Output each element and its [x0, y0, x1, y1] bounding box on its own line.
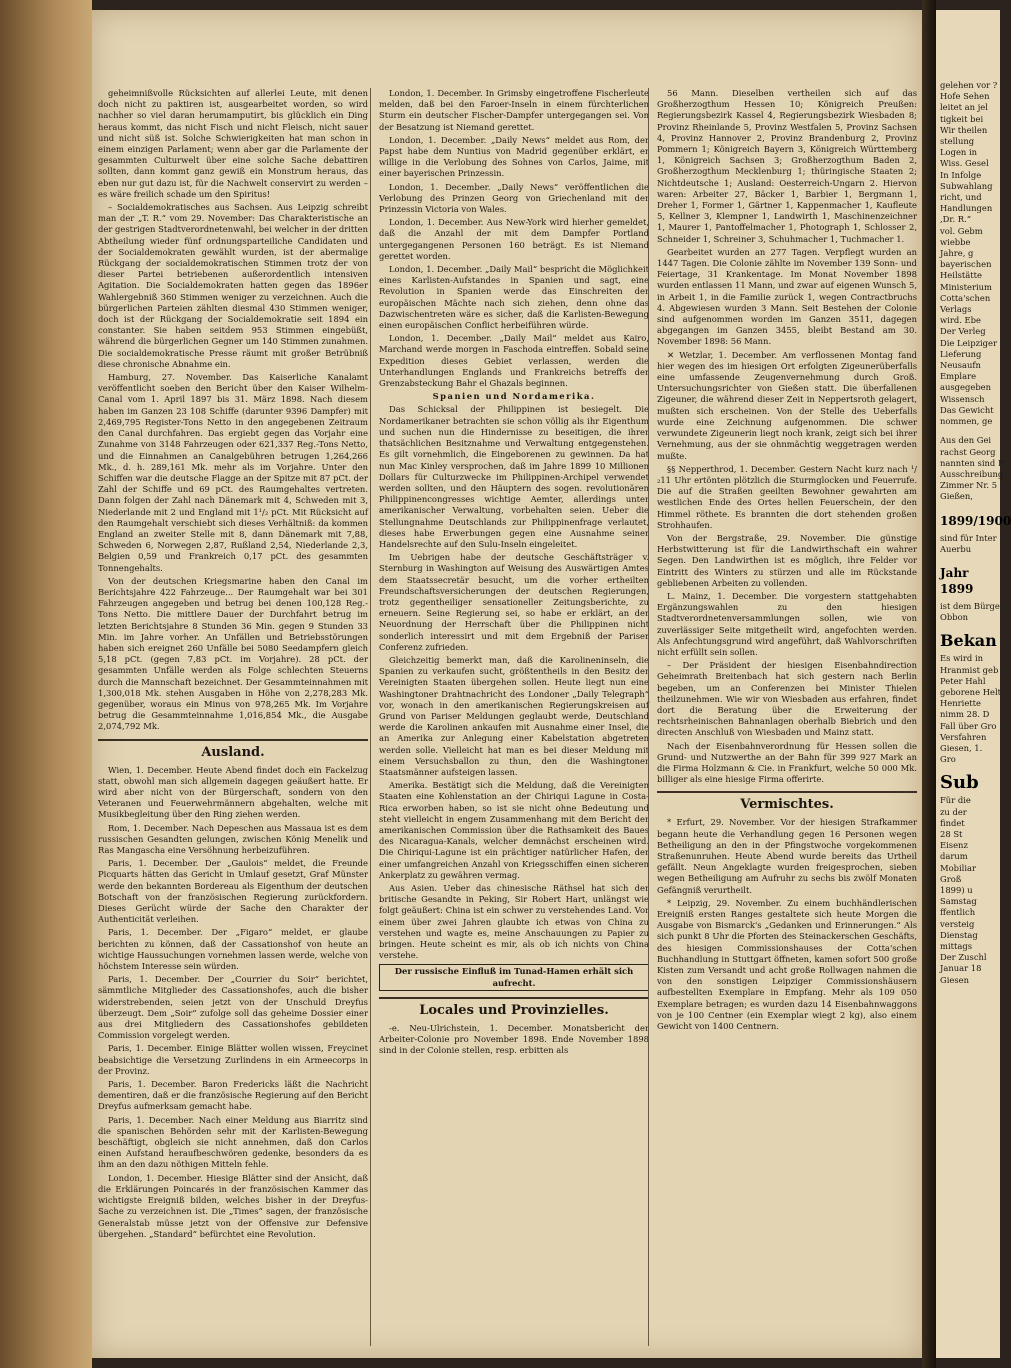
fragment-line: Emplare — [940, 371, 977, 382]
fragment-line: rachst Georg — [940, 446, 996, 457]
column-3 — [648, 88, 923, 1346]
fragment-line: Hofe Sehen — [940, 91, 990, 102]
fragment-line: wiebbe — [940, 236, 971, 247]
fragment-line: In Infolge — [940, 169, 982, 180]
fragment-line: leitet an jel — [940, 102, 988, 113]
fragment-line: Lieferung — [940, 348, 982, 359]
news-item: Rom, 1. December. Nach Depeschen aus Massaua ist es dem russischen Gesandten gelungen, zwischen König Menelik und Ras Mangascha eine Versöhnung herbeizuführen. — [98, 822, 368, 855]
fragment-line: 1899) u — [940, 884, 973, 895]
fragment-line: Obbon — [940, 612, 969, 623]
subheading-spanien: Spanien und Nordamerika. — [432, 391, 596, 402]
fragment-line: Der Zuschl — [940, 952, 987, 963]
news-item: Von der Bergstraße, 29. November. Die günstige Herbstwitterung ist für die Landwirthschaft ein wahrer Segen. Den Landwirthen ist es möglich, ihre Felder vor Eintritt des Winters zu stürzen und alle im Rückstande gebliebenen Arbeiten zu vollenden. — [657, 532, 917, 588]
article-paragraph: Gearbeitet wurden an 277 Tagen. Verpflegt wurden an 1447 Tagen. Die Colonie zählte im November 139 Sonn- und Feiertage, 31 Krankentage. Im Monat November 1898 wurden entlassen 11 Mann, und zwar auf eigenen Wunsch 5, in Arbeit 1, in die Familie zurück 1, wegen Contractbruchs 4. Abgewiesen wurden 3 Mann. Seit Bestehen der Colonie sind aufgenommen worden im Ganzen 3511, dagegen abgegangen im Ganzen 3455, bleibt Bestand am 30. November 1898: 56 Mann. — [657, 246, 917, 347]
news-item: Paris, 1. December. Einige Blätter wollen wissen, Freycinet beabsichtige die Versetzung Zurlindens in ein Armeecorps in der Provinz. — [98, 1043, 368, 1076]
article-paragraph: Das Schicksal der Philippinen ist besiegelt. Die Nordamerikaner betrachten sie schon völlig als ihr Eigenthum und suchen nun die Hindernisse zu beseitigen, die ihrer thatsächlichen Besitznahme und Verwaltung entgegenstehen. Es gilt vornehmlich, die Eingeborenen zu gewinnen. Da hat nun Mac Kinley versprochen, daß im Jahre 1899 10 Millionen Dollars für Culturzwecke im Philippinen-Archipel verwendet werden sollten, und den Häuptern des sogen. revolutionären Philippinencongresses wichtige Aemter, allerdings unter amerikanischer Verwaltung, vorbehalten seien. Ueber die Stellungnahme Deutschlands zur Philippinenfrage verlautet, dieses habe Erwerbungen gegen eine Ausnahme seiner Handelsrechte auf den Sulu-Inseln eingeleitet. — [379, 404, 649, 549]
adjacent-page-fragment — [936, 10, 1011, 1358]
fragment-line: nimm 28. D — [940, 709, 990, 720]
fragment-line: Wissensch — [940, 393, 985, 404]
fragment-lines-top — [936, 80, 1000, 427]
fragment-lines-bottom — [936, 653, 1000, 765]
article-paragraph: Im Uebrigen habe der deutsche Geschäftsträger v. Sternburg in Washington auf Weisung des Auswärtigen Amtes dem Staatssecretär besucht, um die vorher ertheilten Freundschaftsversicherungen der deutschen Regierungen, trotz gegentheiliger sensationeller Zeitungsberichte, zu erneuern. Seine Regierung sei, so habe er erklärt, an der Neuordnung der Herrschaft über die Philippinen nicht sonderlich interessirt und mit dem Ergebniß der Pariser Conferenz zufrieden. — [379, 552, 649, 652]
fragment-lines-mid2 — [936, 533, 1000, 555]
fragment-line: Neusaufn — [940, 360, 981, 371]
fragment-line: ist dem Bürge — [940, 600, 1000, 611]
news-item: Paris, 1. December. Baron Fredericks läßt die Nachricht dementiren, daß er die französische Regierung auf den Bericht Dreyfus aufmerksam gemacht habe. — [98, 1079, 368, 1112]
fragment-line: Groß — [940, 873, 962, 884]
fragment-line: Giesen, 1. — [940, 742, 983, 753]
news-item: ✕ Wetzlar, 1. December. Am verflossenen Montag fand hier wegen des im hiesigen Ort erfolgten Zigeunerüberfalls eine umfassende Zeugenvernehmung durch Groß. Untersuchungsrichter von Gießen statt. Die überfallenen Zigeuner, die während dieser Zeit in Neppertsroth gelagert, mußten sich erscheinen. Von der Stelle des Ueberfalls wurde eine Zeichnung aufgenommen. Die schwer verwundete Zigeunerin liegt noch krank, zeigt sich bei ihrer Vernehmung, aus der sie ohnmächtig weggetragen werden mußte. — [657, 349, 917, 461]
fragment-line: sind für Inter — [940, 532, 997, 543]
fragment-year-2: Jahr 1899 — [940, 565, 974, 596]
fragment-lines-mid — [936, 435, 1004, 502]
fragment-line: Januar 18 — [940, 963, 982, 974]
fragment-line: Peter Hahl — [940, 675, 986, 686]
news-item: L. Mainz, 1. December. Die vorgestern stattgehabten Ergänzungswahlen zu den hiesigen Stadtverordnetenversammlungen sollen, wie von zuverlässiger Seite mitgetheilt wird, angefochten werden. Als Anfechtungsgrund wird angeführt, daß Wahlvorschriften nicht erfüllt sein sollen. — [657, 590, 917, 657]
fragment-year-1: 1899/1900 — [940, 513, 1011, 528]
article-paragraph: – Socialdemokratisches aus Sachsen. Aus Leipzig schreibt man der „T. R.“ vom 29. November: Das Charakteristische an der gestrigen Stadtverordnetenwahl, bei welcher in der dritten Abtheilung wieder fünf ordnungsparteiliche Candidaten und der Socialdemokraten gewählt wurden, ist der abermalige Rückgang der socialdemokratischen Stimmen trotz der von dieser Partei betriebenen außerordentlich intensiven Agitation. Die Socialdemokraten hatten gegen das 1896er Wahlergebniß 360 Stimmen weniger zu verzeichnen. Auch die bürgerlichen Parteien zählten diesmal 430 Stimmen weniger, doch ist der Rückgang der Socialdemokratie seit 1894 ein constanter. Sie haben seitdem 953 Stimmen eingebüßt, während die bürgerlichen Gegner um 140 Stimmen zunahmen. Die socialdemokratische Presse räumt mit großer Betrübniß diese chronische Abnahme ein. — [98, 202, 368, 369]
fragment-line: gelehen vor ? — [940, 80, 998, 90]
news-item: London, 1. December. Aus New-York wird hierher gemeldet, daß die Anzahl der mit dem Dampfer Portland untergegangenen Personen 160 beträgt. Es ist Niemand gerettet worden. — [379, 217, 649, 261]
boxed-note: Der russische Einfluß im Tunad-Hamen erhält sich aufrecht. — [379, 964, 649, 990]
news-item: Paris, 1. December. Der „Courrier du Soir“ berichtet, sämmtliche Mitglieder des Cassationshofes, auch die bisher widerstrebenden, seien jetzt von der Unschuld Dreyfus überzeugt. Dem „Soir“ zufolge soll das geheime Dossier einer aus drei Mitgliedern des Cassationshofes gebildeten Commission vorgelegt werden. — [98, 974, 368, 1041]
section-heading-ausland: Ausland. — [98, 739, 368, 761]
news-item: §§ Nepperthrod, 1. December. Gestern Nacht kurz nach ¹/₂11 Uhr ertönten plötzlich die Sturmglocken und Feuerrufe. Die auf die Straßen geeilten Bewohner gewahrten am westlichen Ende des Ortes hellen Feuerschein, der den Himmel röthete. Es brannten die dort stehenden großen Strohhaufen. — [657, 463, 917, 530]
fragment-line: Handlungen — [940, 203, 993, 214]
fragment-line: darum — [940, 851, 968, 862]
fragment-line: ,Dr. R.“ — [940, 214, 972, 225]
fragment-line: 28 St — [940, 828, 963, 839]
fragment-line: Dienstag — [940, 929, 978, 940]
news-item: London, 1. December. „Daily News“ veröffentlichen die Verlobung des Prinzen Georg von Griechenland mit der Prinzessin Victoria von Wales. — [379, 181, 649, 215]
fragment-line: Giesen — [940, 974, 969, 985]
fragment-line: Jahre, g — [940, 248, 974, 259]
fragment-line: mittags — [940, 941, 973, 951]
article-paragraph: Hamburg, 27. November. Das Kaiserliche Kanalamt veröffentlicht soeben den Bericht über den Kaiser Wilhelm-Canal vom 1. April 1897 bis 31. März 1898. Nach diesem haben im Ganzen 23 108 Schiffe (darunter 9396 Dampfer) mit 2,469,795 Register-Tons Netto in den angegebenen Zeitraum den Canal durchfahren. Das ergiebt gegen das Vorjahr eine Zunahme von 3148 Fahrzeugen oder 621,337 Reg.-Tons Netto, und die Einnahmen an Canalgebühren betrugen 1,264,266 Mk., d. h. 289,161 Mk. mehr als im Vorjahre. Unter den Schiffen war die deutsche Flagge an der Spitze mit 87 pCt. der Zahl der Schiffe und 69 pCt. des Raumgehaltes vertreten. Dann folgen der Zahl nach Dänemark mit 4, Schweden mit 3, Niederlande mit 2 und England mit 1¹/₂ pCt. Mit Rücksicht auf den Raumgehalt verschiebt sich dieses Verhältniß: da kommen England an zweiter Stelle mit 8, dann Dänemark mit 7,88, Schweden 6, Norwegen 2,87, Rußland 2,54, Niederlande 2,3, Belgien 0,59 und Frankreich 0,17 pCt. des gesammten Tonnengehalts. — [98, 372, 368, 573]
section-heading-locales: Locales und Provinzielles. — [379, 997, 649, 1019]
fragment-line: Fall über Gro — [940, 720, 997, 731]
fragment-line: wird. Ebe — [940, 315, 981, 326]
fragment-line: richt, und — [940, 192, 982, 203]
news-item: * Leipzig, 29. November. Zu einem buchhändlerischen Ereigniß ersten Ranges gestaltete sich heute Morgen die Ausgabe von Bismarck's „Gedanken und Erinnerungen.“ Als sich punkt 8 Uhr die Pforten des Steinackerschen Geschäfts, des hiesigen Commissionshauses der Cotta'schen Buchhandlung in Stuttgart öffneten, kamen sofort 500 große Kisten zum Versandt und acht große Rollwagen nahmen die von den sonstigen Leipziger Commissionshäusern aufbestellten Exemplare in Empfang. Mehr als 109 050 Exemplare betragen; es wurden dazu 14 Eisenbahnwaggons von je 100 Centner (ein Exemplar wiegt 2 kg), also einem Gewicht von 1400 Centnern. — [657, 897, 917, 1032]
fragment-line: ffentlich — [940, 907, 976, 918]
page-gutter — [922, 0, 936, 1368]
fragment-line: Verlags — [940, 304, 972, 315]
news-item: London, 1. December. Hiesige Blätter sind der Ansicht, daß die Erklärungen Poincarés in der französischen Kammer das wichtigste Ereigniß bilden, welches bisher in der Dreyfus-Sache zu verzeichnen ist. Die „Times“ sagen, der französische Generalstab müsse jetzt von der Offensive zur Defensive übergehen. „Standard“ befürchtet eine Revolution. — [98, 1172, 368, 1239]
news-item: – Der Präsident der hiesigen Eisenbahndirection Geheimrath Breitenbach hat sich gestern nach Berlin begeben, um an Conferenzen bei Minister Thielen theilzunehmen. Wie wir von Wiesbaden aus erfahren, findet dort die Beratung über die Erweiterung der rechtsrheinischen Bahnanlagen oberhalb Biebrich und den directen Anschluß von Wiesbaden und Mainz statt. — [657, 660, 917, 738]
fragment-line: nommen, ge — [940, 416, 993, 427]
fragment-line: Für die — [940, 795, 971, 806]
fragment-line: Wiss. Gesel — [940, 158, 989, 169]
news-item: Paris, 1. December. Der „Gaulois“ meldet, die Freunde Picquarts hätten das Gericht in Umlauf gesetzt, Graf Münster werde den bekannten Bordereau als Eigenthum der deutschen Botschaft von der französischen Regierung zurückfordern. Dieses Gerücht würde der Sache den Charakter der Authenticität verleihen. — [98, 858, 368, 925]
fragment-line: Die Leipziger — [940, 337, 997, 348]
fragment-lines-mid3 — [936, 601, 1000, 623]
fragment-line: Auerbu — [940, 543, 972, 554]
fragment-line: versteig — [940, 918, 975, 929]
fragment-line: Gro — [940, 754, 956, 765]
article-paragraph: geheimnißvolle Rücksichten auf allerlei Leute, mit denen doch nicht zu paktiren ist, ausgearbeitet worden, so wird nachher so viel daran herumamputirt, bis glücklich ein Ding heraus kommt, das nicht Fisch und nicht Fleisch, nicht sauer und nicht süß ist. Solche Schwierigkeiten hat man schon in einem einzigen Parlament; wenn aber gar die Parlamente der gesammten Culturwelt über eine solche Sache debattiren sollten, dann kommt ganz gewiß ein Monstrum heraus, das eben nur gut dazu ist, für die Nachwelt conservirt zu werden – es wäre freilich schade um den Spiritus! — [98, 88, 368, 199]
fragment-line: vol. Gebm — [940, 225, 983, 236]
fragment-line: Mobiliar — [940, 862, 977, 873]
news-item: London, 1. December. „Daily Mail“ bespricht die Möglichkeit eines Karlisten-Aufstandes in Spanien und sagt, eine Revolution in Spanien werde das Einschreiten der europäischen Mächte nach sich ziehen, denn ohne das Dazwischentreten wäre es sicher, daß die Karlisten-Bewegung einen europäischen Conflict herbeiführen würde. — [379, 264, 649, 331]
fragment-line: Zimmer Nr. 5 — [940, 480, 998, 491]
fragment-line: findet — [940, 817, 965, 828]
fragment-line: Hranmist geb — [940, 664, 999, 675]
fragment-line: Heilstätte — [940, 270, 982, 281]
fragment-line: Cotta'schen — [940, 292, 991, 303]
column-1 — [92, 88, 374, 1346]
fragment-line: Samstag — [940, 896, 977, 907]
fragment-line: bayerischen — [940, 259, 992, 270]
fragment-line: Ausschreibung — [940, 468, 1004, 479]
news-item: Paris, 1. December. Der „Figaro“ meldet, er glaube berichten zu können, daß der Cassationshof von heute an wichtige Haussuchungen vornehmen lassen werde, welche von höchstem Interesse sein würden. — [98, 927, 368, 972]
fragment-line: Henriette — [940, 698, 981, 709]
book-edge — [0, 0, 92, 1368]
fragment-lines-end — [936, 795, 1000, 985]
article-paragraph: 56 Mann. Dieselben vertheilen sich auf das Großherzogthum Hessen 10; Königreich Preußen: Regierungsbezirk Kassel 4, Regierungsbezirk Wiesbaden 8; Provinz Rheinlande 5, Provinz Westfalen 5, Provinz Sachsen 4, Provinz Hannover 2, Provinz Brandenburg 2, Provinz Pommern 1; Königreich Bayern 3, Königreich Württemberg 1, Königreich Sachsen 3; Großherzogthum Baden 2, Großherzogthum Mecklenburg 1; thüringische Staaten 2; Nichtdeutsche 1; Ausland: Oesterreich-Ungarn 2. Hiervon waren: Arbeiter 27, Bäcker 1, Barbier 1, Bergmann 1, Dreher 1, Former 1, Gärtner 1, Kappenmacher 1, Kaufleute 5, Kellner 3, Klempner 1, Landwirth 1, Maschinenzeichner 1, Maurer 1, Pantoffelmacher 1, Photograph 1, Schlosser 2, Schneider 1, Schreiner 3, Schuhmacher 1, Tuchmacher 1. — [657, 88, 917, 244]
fragment-line: Ministerium — [940, 281, 992, 292]
fragment-line: geborene Helt — [940, 686, 1001, 697]
fragment-line: Aus den Gei — [940, 435, 992, 446]
fragment-line: Eisenz — [940, 840, 968, 851]
news-item: London, 1. December. „Daily Mail“ meldet aus Kairo, Marchand werde morgen in Faschoda eintreffen. Sobald seine Expedition dieses Gebiet verlassen, werden die Unterhandlungen Englands und Frankreichs betreffs der Grenzabsteckung Bahr el Ghazals beginnen. — [379, 333, 649, 389]
fragment-heading-bek: Bekan — [940, 631, 997, 651]
newspaper-page — [92, 10, 922, 1358]
fragment-line: Wir theilen — [940, 124, 988, 135]
fragment-line: stellung — [940, 136, 975, 147]
news-item: London, 1. December. In Grimsby eingetroffene Fischerleute melden, daß bei den Faroer-Inseln in einem fürchterlichen Sturm ein deutscher Fischer-Dampfer untergegangen sei. Von der Besatzung ist Niemand gerettet. — [379, 88, 649, 132]
news-item: Nach der Eisenbahnverordnung für Hessen sollen die Grund- und Nutzwerthe an der Bahn für 399 927 Mark an die Firma Holzmann & Cie. in Frankfurt, welche 50 000 Mk. billiger als eine hiesige Firma offerirte. — [657, 740, 917, 785]
fragment-line: nannten sind F — [940, 457, 1004, 468]
news-item: London, 1. December. „Daily News“ meldet aus Rom, der Papst habe dem Nuntius von Madrid gegenüber erklärt, er willige in die Verlobung des Sohnes von Carlos, Jaime, mit einer bayerischen Prinzessin. — [379, 134, 649, 179]
section-heading-vermischtes: Vermischtes. — [657, 791, 917, 813]
fragment-line: Der Verleg — [940, 326, 986, 337]
article-paragraph: Aus Asien. Ueber das chinesische Räthsel hat sich der britische Gesandte in Peking, Sir Robert Hart, unlängst wie folgt geäußert: China ist ein schwer zu verstehendes Land. Vor einem über zwei Jahren glaubte ich etwas von China zu verstehen und wagte es, meine Anschauungen zu Papier zu bringen. Heute scheint es mir, als ob ich nichts von China verstehe. — [379, 883, 649, 961]
article-paragraph: Amerika. Bestätigt sich die Meldung, daß die Vereinigten Staaten eine Kohlenstation an der Chiriqui Lagune in Costa-Rica erworben haben, so ist sie nicht ohne Bedeutung und steht vielleicht in engem Zusammenhang mit dem Bericht der amerikanischen Commission über die Rathsamkeit des Baues des Nicaragua-Kanals, welcher demnächst erscheinen wird. Die Chiriqui-Lagune ist ein prächtiger natürlicher Hafen, der einer umfangreichen Anzahl von Kriegsschiffen einen sicheren Ankerplatz zu gewähren vermag. — [379, 780, 649, 880]
fragment-line: Logen in — [940, 147, 978, 158]
fragment-line: Subwahlang — [940, 180, 993, 191]
news-item: Paris, 1. December. Nach einer Meldung aus Biarritz sind die spanischen Behörden sehr mit der Karlisten-Bewegung beschäftigt, obgleich sie nicht annehmen, daß don Carlos einen Aufstand heraufbeschwören gedenke, besonders da es ihm an den dazu nöthigen Mitteln fehle. — [98, 1114, 368, 1170]
fragment-line: Gießen, — [940, 491, 973, 502]
news-item: -e. Neu-Ulrichstein, 1. December. Monatsbericht der Arbeiter-Colonie pro November 1898. Ende November 1898 sind in der Colonie stellen, resp. erbitten als — [379, 1022, 649, 1056]
fragment-line: tigkeit bei — [940, 113, 984, 124]
news-item: Wien, 1. December. Heute Abend findet doch ein Fackelzug statt, obwohl man sich allgemein dagegen geäußert hatte. Er wird aber nicht von der Bürgerschaft, sondern von den Veteranen und Feuerwehrmännern abgehalten, welche mit Musikbegleitung über den Ring ziehen werden. — [98, 764, 368, 820]
fragment-line: Das Gewicht — [940, 404, 994, 415]
fragment-heading-sub: Sub — [940, 772, 979, 794]
fragment-line: zu der — [940, 806, 967, 817]
news-item: * Erfurt, 29. November. Vor der hiesigen Strafkammer begann heute die Verhandlung gegen 16 Personen wegen Betheiligung an den in der Pfingstwoche vorgekommenen Straßenunruhen. Heute Abend wurde bereits das Urtheil gefällt. Neun Angeklagte wurden freigesprochen, sieben wegen Betheiligung am Aufruhr zu sechs bis zwölf Monaten Gefängniß verurtheilt. — [657, 817, 917, 895]
fragment-line: Es wird in — [940, 653, 984, 664]
fragment-line: Versfahren — [940, 731, 987, 742]
fragment-line: ausgegeben — [940, 382, 992, 393]
column-2 — [370, 88, 655, 1346]
article-paragraph: Gleichzeitig bemerkt man, daß die Karolineninseln, die Spanien zu verkaufen sucht, größtentheils in den Besitz der Vereinigten Staaten übergehen sollen. Heute liegt nun eine Washingtoner Drahtnachricht des Londoner „Daily Telegraph“ vor, wonach in den amerikanischen Regierungskreisen auf Grund von Pariser Meldungen geglaubt werde, Deutschland werde die Karolinen ankaufen mit Ausnahme einer Insel, die an Amerika zur Anlegung einer Kabelstation abgetreten werden solle. Vielleicht hat man es bei dieser Meldung mit einem Versuchsballon zu thun, den die Washingtoner Staatsmänner aufsteigen lassen. — [379, 654, 649, 777]
article-paragraph: Von der deutschen Kriegsmarine haben den Canal im Berichtsjahre 422 Fahrzeuge... Der Raumgehalt war bei 301 Fahrzeugen angegeben und betrug bei denen 100,128 Reg.-Tons Netto. Die mittlere Dauer der Durchfahrt betrug im letzten Berichtsjahre 8 Stunden 36 Min. gegen 9 Stunden 33 Min. im Jahre vorher. An Unfällen und Betriebsstörungen haben sich ereignet 260 Unfälle bei 5080 Seedampfern gleich 5,18 pCt. (gegen 7,83 pCt. im Vorjahre). 28 pCt. der gesammten Unfälle werden als Folge schlechten Steuerns durch die Mannschaft bezeichnet. Der Gesammteinnahmen mit 1,300,018 Mk. stehen Ausgaben in Höhe von 2,278,283 Mk. gegenüber, woraus ein Minus von 978,265 Mk. Im Vorjahre betrug die Gesammteinnahme 1,016,854 Mk., die Ausgabe 2,074,792 Mk. — [98, 575, 368, 732]
